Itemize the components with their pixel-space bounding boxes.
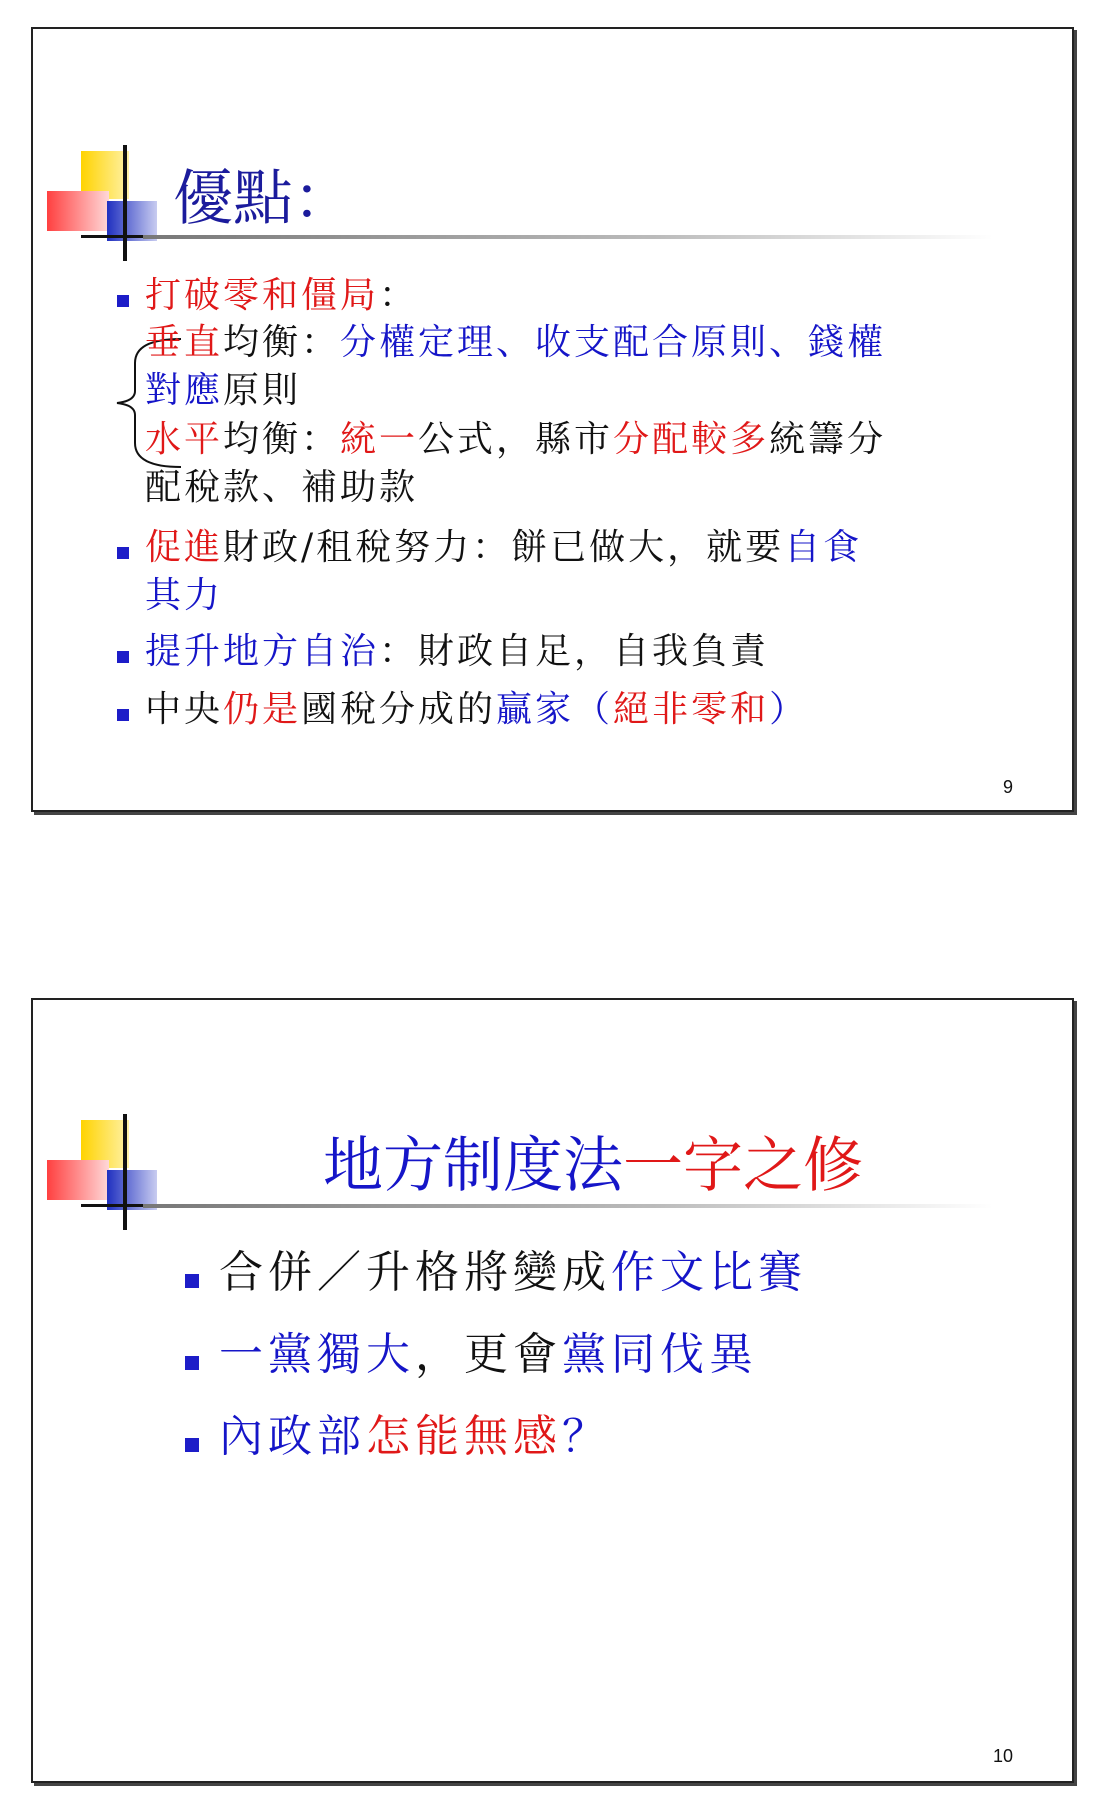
bullet-square-icon <box>185 1356 199 1370</box>
slide-title: 地方制度法一字之修 <box>323 1131 863 1201</box>
slide-10 <box>31 998 1074 1783</box>
bullet-text-4: 中央仍是國稅分成的贏家（絕非零和） <box>145 689 809 730</box>
bullet-square-icon <box>117 651 129 663</box>
bullet-square-icon <box>117 709 129 721</box>
title-decoration <box>47 1120 157 1230</box>
bullet-square-icon <box>185 1438 199 1452</box>
bullet-text-1: 合併／升格將變成作文比賽 <box>219 1247 807 1298</box>
bullet-square-icon <box>117 547 129 559</box>
sub-text-2: 水平均衡：統一公式，縣市分配較多統籌分 <box>145 419 887 460</box>
bullet-square-icon <box>117 295 129 307</box>
title-rule <box>143 1204 993 1208</box>
bullet-text-2: 促進財政/租稅努力：餅已做大，就要自食 <box>145 527 863 568</box>
bullet-square-icon <box>185 1274 199 1288</box>
sub-text-1: 垂直均衡：分權定理、收支配合原則、錢權 <box>145 322 887 363</box>
page-number: 10 <box>993 1746 1014 1766</box>
sub-text-1-cont: 對應原則 <box>145 370 302 411</box>
bullet-text-2: 一黨獨大，更會黨同伐異 <box>219 1329 758 1380</box>
slide-9 <box>31 27 1074 812</box>
bullet-text-2-cont: 其力 <box>145 575 224 616</box>
bullet-text-3: 提升地方自治：財政自足，自我負責 <box>145 631 770 672</box>
page-number: 9 <box>1003 777 1014 797</box>
slide-title: 優點： <box>173 164 353 234</box>
bullet-text-3: 內政部怎能無感？ <box>219 1411 611 1462</box>
sub-text-2-cont: 配稅款、補助款 <box>145 467 419 508</box>
bullet-text-1: 打破零和僵局： <box>145 275 419 316</box>
title-decoration <box>47 151 157 261</box>
